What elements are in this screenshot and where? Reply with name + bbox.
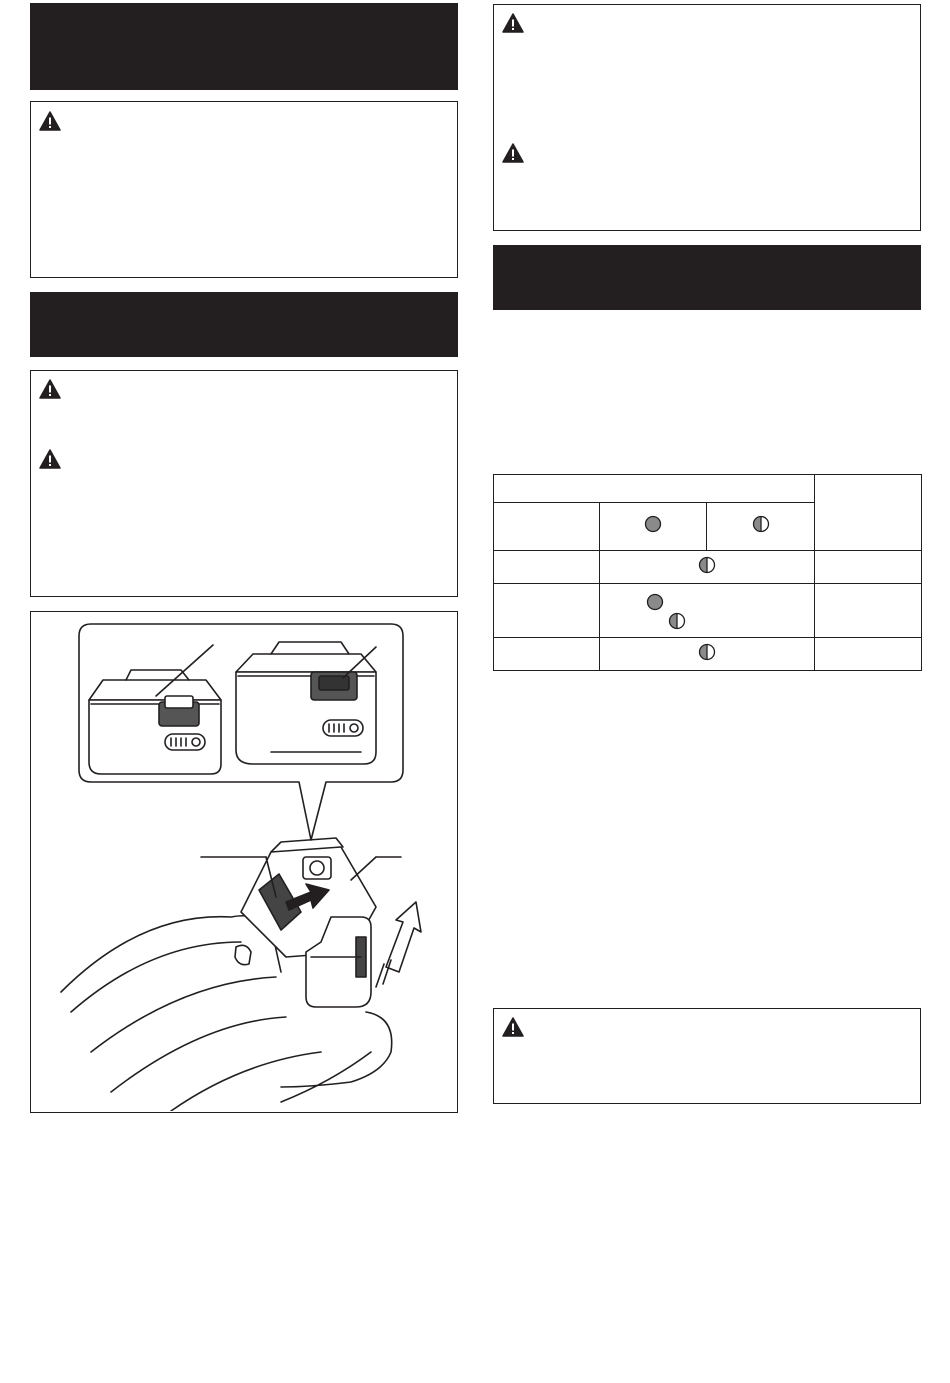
warning-triangle-icon [502,143,524,163]
table-header-last [815,475,922,551]
battery-in-mower [241,838,376,1007]
table-header-state [494,503,600,551]
table-row [494,551,922,584]
warning-triangle-icon [39,379,61,399]
lamp-lighted-icon [644,515,662,533]
lamp-blinking-icon [668,612,686,630]
lamp-blinking-icon [698,643,716,661]
caution-box-2 [30,370,458,597]
warning-triangle-icon [502,13,524,33]
battery-installation-illustration [31,612,456,1111]
section-header-1 [30,3,458,90]
warning-triangle-icon [39,449,61,469]
battery-unlocked-view [236,642,376,764]
section-header-3 [493,245,921,310]
caution-box-4 [493,1008,921,1104]
table-header-group [494,475,815,503]
battery-installation-figure [30,611,458,1113]
table-row [494,584,922,638]
table-cell-state [494,638,600,671]
table-cell-state [494,551,600,584]
table-cell-meaning [815,638,922,671]
table-row [494,638,922,671]
caution-box-1 [30,101,458,278]
table-cell-lamps [600,638,815,671]
table-cell-state [494,584,600,638]
table-header-blinking [707,503,815,551]
warning-triangle-icon [502,1017,524,1037]
table-cell-meaning [815,584,922,638]
table-cell-lamps [600,584,815,638]
lamp-blinking-icon [698,556,716,574]
caution-box-3 [493,4,921,231]
table-cell-meaning [815,551,922,584]
warning-triangle-icon [39,111,61,131]
table-cell-lamps [600,551,815,584]
section-header-2 [30,292,458,357]
table-header-lighted [600,503,707,551]
lamp-blinking-icon [752,515,770,533]
lamp-lighted-icon [646,593,664,611]
indicator-lamp-table [493,474,922,671]
